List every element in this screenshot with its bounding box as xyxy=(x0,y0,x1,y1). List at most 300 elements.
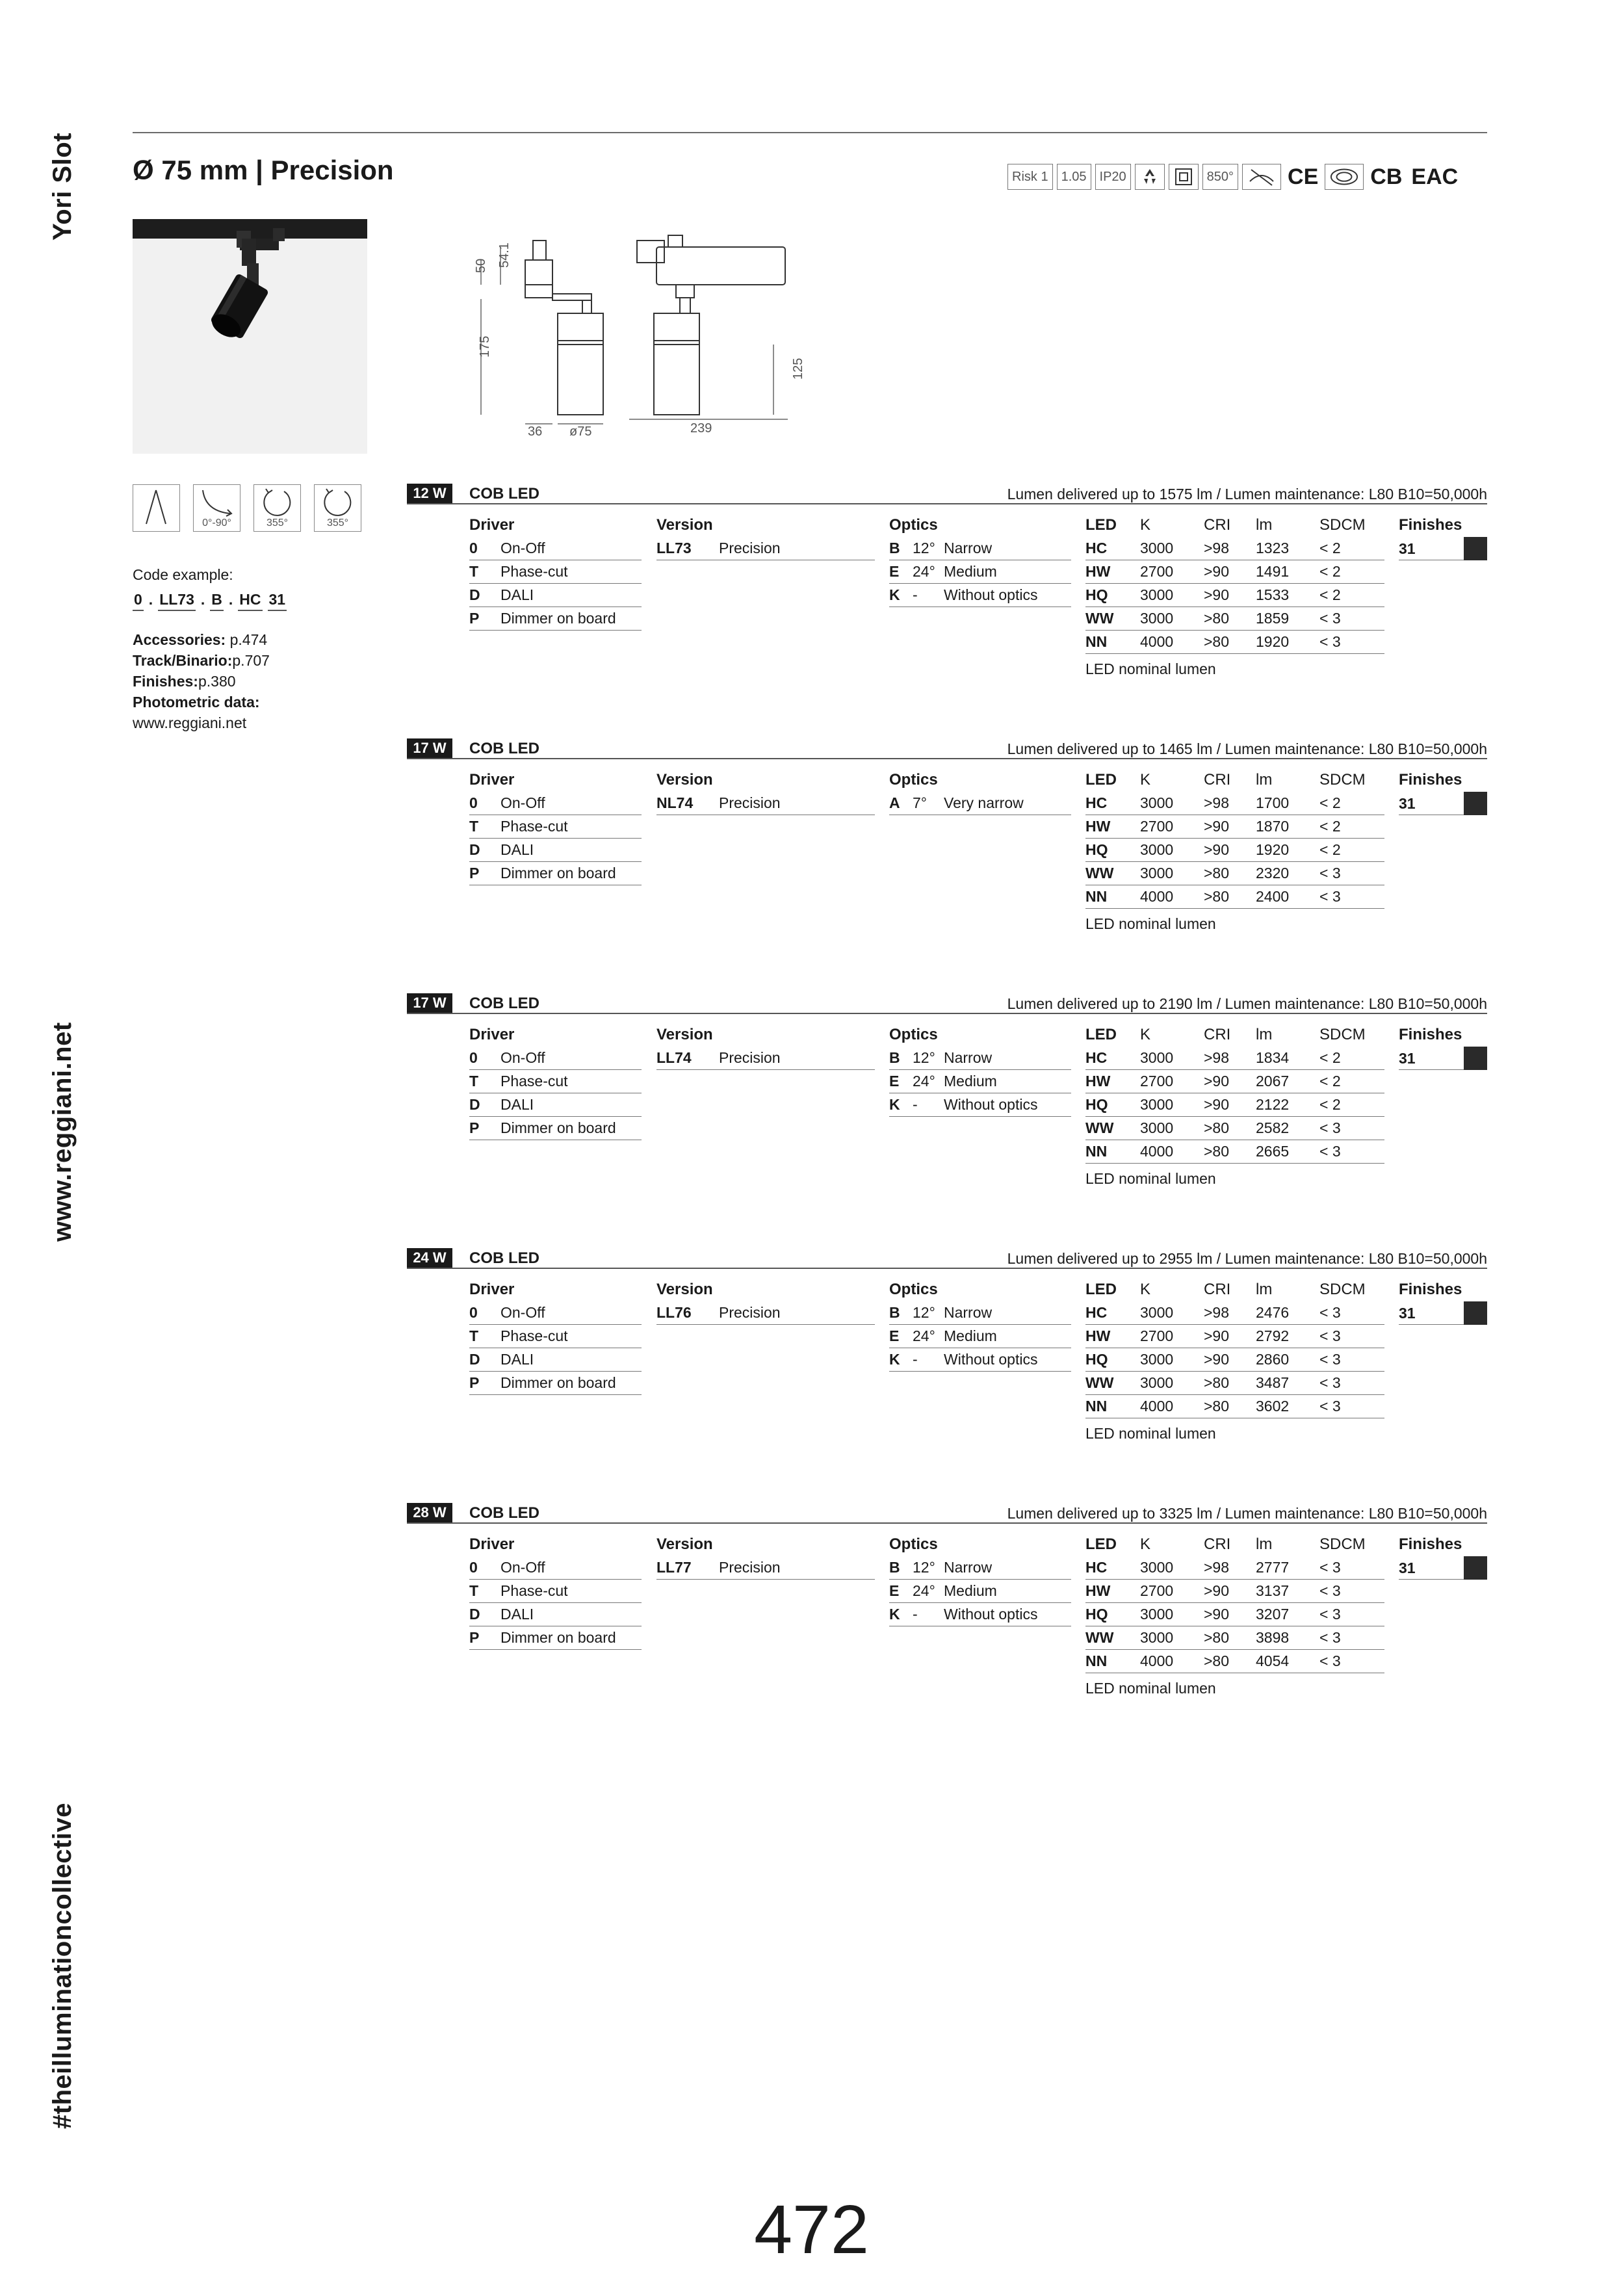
led-code: NN xyxy=(1085,1652,1108,1669)
optics-label: Medium xyxy=(944,1073,997,1089)
led-row xyxy=(1085,1301,1384,1325)
code-segment: HC xyxy=(238,589,262,611)
finishes-column xyxy=(1399,514,1487,560)
led-sdcm: < 3 xyxy=(1319,1374,1341,1391)
led-cri: >98 xyxy=(1204,1049,1230,1066)
top-divider xyxy=(133,132,1487,133)
led-cri: >98 xyxy=(1204,1304,1230,1321)
class-ii-icon xyxy=(1169,164,1199,190)
driver-code: 0 xyxy=(469,794,478,811)
nominal-note: LED nominal lumen xyxy=(1085,1680,1216,1697)
version-row xyxy=(656,537,875,560)
optics-code: E xyxy=(889,1327,900,1344)
optics-row xyxy=(889,584,1071,607)
led-cri: >90 xyxy=(1204,1073,1230,1089)
led-k: 4000 xyxy=(1140,888,1174,905)
led-cri: >80 xyxy=(1204,1629,1230,1646)
nominal-note: LED nominal lumen xyxy=(1085,1170,1216,1187)
rotation-icon xyxy=(253,484,301,532)
driver-row xyxy=(469,1603,642,1626)
led-sdcm: < 2 xyxy=(1319,818,1341,835)
optics-code: B xyxy=(889,1049,900,1066)
finish-code: 31 xyxy=(1399,794,1416,812)
optics-code: B xyxy=(889,1304,900,1321)
led-sdcm: < 3 xyxy=(1319,1119,1341,1136)
driver-label: Phase-cut xyxy=(500,1327,568,1344)
k-title: K xyxy=(1140,516,1151,534)
lumen-info: Lumen delivered up to 3325 lm / Lumen maintenance: L80 B10=50,000h xyxy=(1007,1505,1487,1522)
optics-row xyxy=(889,1301,1071,1325)
led-lm: 2067 xyxy=(1256,1073,1290,1089)
led-k: 3000 xyxy=(1140,1351,1174,1368)
version-code: LL74 xyxy=(656,1049,692,1066)
driver-code: D xyxy=(469,586,480,603)
led-lm: 3487 xyxy=(1256,1374,1290,1391)
driver-label: DALI xyxy=(500,1606,534,1623)
optics-row xyxy=(889,792,1071,815)
optics-row xyxy=(889,1603,1071,1626)
sdcm-title: SDCM xyxy=(1319,516,1366,534)
driver-row xyxy=(469,1047,642,1070)
led-k: 3000 xyxy=(1140,586,1174,603)
led-row xyxy=(1085,1650,1384,1673)
ce-mark: CE xyxy=(1288,164,1319,189)
dim-label: 50 xyxy=(474,258,488,273)
version-title: Version xyxy=(656,1535,713,1553)
led-code: WW xyxy=(1085,1119,1114,1136)
optics-code: B xyxy=(889,1559,900,1576)
nominal-note: LED nominal lumen xyxy=(1085,660,1216,677)
led-row xyxy=(1085,1556,1384,1580)
lumen-info: Lumen delivered up to 1575 lm / Lumen maintenance: L80 B10=50,000h xyxy=(1007,486,1487,502)
finish-swatch xyxy=(1464,1301,1487,1325)
code-segment: 0 xyxy=(133,589,144,611)
led-lm: 2320 xyxy=(1256,865,1290,881)
driver-label: Dimmer on board xyxy=(500,610,616,627)
version-title: Version xyxy=(656,1281,713,1298)
led-column xyxy=(1085,1023,1384,1190)
led-k: 3000 xyxy=(1140,1304,1174,1321)
dim-label: 54.1 xyxy=(497,242,512,268)
spec-section xyxy=(407,482,1487,703)
driver-label: DALI xyxy=(500,1351,534,1368)
led-sdcm: < 3 xyxy=(1319,865,1341,881)
optics-code: K xyxy=(889,586,900,603)
sdcm-title: SDCM xyxy=(1319,1535,1366,1553)
led-lm: 1700 xyxy=(1256,794,1290,811)
led-k: 4000 xyxy=(1140,1652,1174,1669)
lm-title: lm xyxy=(1256,1535,1273,1553)
optics-code: K xyxy=(889,1351,900,1368)
optics-code: K xyxy=(889,1096,900,1113)
dim-label: 239 xyxy=(690,421,712,436)
led-type: COB LED xyxy=(469,995,539,1012)
led-row xyxy=(1085,1140,1384,1164)
led-lm: 2122 xyxy=(1256,1096,1290,1113)
finish-row xyxy=(1399,1556,1487,1580)
version-column xyxy=(656,768,875,815)
led-k: 3000 xyxy=(1140,1049,1174,1066)
lm-title: lm xyxy=(1256,516,1273,534)
finishes-title: Finishes xyxy=(1399,1026,1462,1043)
led-code: HQ xyxy=(1085,1351,1108,1368)
rotation-icon xyxy=(314,484,361,532)
code-segment: 31 xyxy=(268,589,287,611)
spec-section xyxy=(407,992,1487,1213)
led-k: 2700 xyxy=(1140,1327,1174,1344)
driver-title: Driver xyxy=(469,1535,515,1553)
finishes-column xyxy=(1399,768,1487,815)
driver-column xyxy=(469,1278,642,1395)
page-title: Ø 75 mm | Precision xyxy=(133,155,394,185)
led-lm: 3207 xyxy=(1256,1606,1290,1623)
version-column xyxy=(656,1023,875,1070)
led-cri: >90 xyxy=(1204,1582,1230,1599)
led-lm: 1323 xyxy=(1256,540,1290,556)
driver-row xyxy=(469,1372,642,1395)
led-lm: 3602 xyxy=(1256,1398,1290,1415)
driver-row xyxy=(469,1348,642,1372)
led-lm: 1834 xyxy=(1256,1049,1290,1066)
led-row xyxy=(1085,885,1384,909)
led-row xyxy=(1085,839,1384,862)
led-sdcm: < 2 xyxy=(1319,841,1341,858)
technical-drawing xyxy=(455,221,819,436)
led-cri: >90 xyxy=(1204,1351,1230,1368)
led-k: 3000 xyxy=(1140,865,1174,881)
driver-row xyxy=(469,1626,642,1650)
version-row xyxy=(656,1301,875,1325)
temperature-badge: 850° xyxy=(1202,164,1238,190)
optics-label: Narrow xyxy=(944,1559,993,1576)
version-title: Version xyxy=(656,516,713,534)
led-row xyxy=(1085,1626,1384,1650)
finish-swatch xyxy=(1464,1556,1487,1580)
led-code: WW xyxy=(1085,1629,1114,1646)
finish-code: 31 xyxy=(1399,1559,1416,1576)
led-k: 4000 xyxy=(1140,1143,1174,1160)
led-code: HC xyxy=(1085,1049,1108,1066)
lumen-info: Lumen delivered up to 2190 lm / Lumen maintenance: L80 B10=50,000h xyxy=(1007,995,1487,1012)
led-row xyxy=(1085,1070,1384,1093)
optics-label: Without optics xyxy=(944,1606,1038,1623)
driver-row xyxy=(469,1325,642,1348)
finish-code: 31 xyxy=(1399,1304,1416,1322)
led-k: 3000 xyxy=(1140,1606,1174,1623)
led-header xyxy=(1085,1533,1384,1556)
led-lm: 3898 xyxy=(1256,1629,1290,1646)
led-cri: >80 xyxy=(1204,633,1230,650)
dim-label: ø75 xyxy=(569,424,592,436)
beam-icon xyxy=(133,484,180,532)
nominal-note: LED nominal lumen xyxy=(1085,915,1216,932)
led-row xyxy=(1085,1348,1384,1372)
led-cri: >90 xyxy=(1204,1096,1230,1113)
optics-row xyxy=(889,1047,1071,1070)
led-title: LED xyxy=(1085,1535,1117,1553)
led-sdcm: < 3 xyxy=(1319,1652,1341,1669)
optics-angle: 12° xyxy=(913,540,935,556)
driver-row xyxy=(469,792,642,815)
led-k: 2700 xyxy=(1140,563,1174,580)
led-title: LED xyxy=(1085,1281,1117,1298)
version-label: Precision xyxy=(719,1304,781,1321)
led-sdcm: < 3 xyxy=(1319,1143,1341,1160)
led-k: 3000 xyxy=(1140,610,1174,627)
driver-title: Driver xyxy=(469,516,515,534)
version-label: Precision xyxy=(719,540,781,556)
led-row xyxy=(1085,560,1384,584)
finish-swatch xyxy=(1464,537,1487,560)
cri-title: CRI xyxy=(1204,1535,1231,1553)
driver-row xyxy=(469,537,642,560)
led-lm: 4054 xyxy=(1256,1652,1290,1669)
no-cover-icon xyxy=(1242,164,1281,190)
optics-title: Optics xyxy=(889,1535,938,1553)
finish-row xyxy=(1399,537,1487,560)
led-lm: 2860 xyxy=(1256,1351,1290,1368)
led-cri: >98 xyxy=(1204,540,1230,556)
lm-title: lm xyxy=(1256,1281,1273,1298)
led-cri: >90 xyxy=(1204,586,1230,603)
driver-row xyxy=(469,1580,642,1603)
optics-angle: - xyxy=(913,1606,918,1623)
optics-row xyxy=(889,1580,1071,1603)
finishes-ref: Finishes:p.380 xyxy=(133,673,236,690)
optics-code: B xyxy=(889,540,900,556)
led-code: NN xyxy=(1085,1398,1108,1415)
dim-label: 36 xyxy=(528,424,543,436)
led-row xyxy=(1085,815,1384,839)
led-title: LED xyxy=(1085,1026,1117,1043)
led-lm: 3137 xyxy=(1256,1582,1290,1599)
driver-code: P xyxy=(469,865,480,881)
optics-angle: - xyxy=(913,586,918,603)
spec-section xyxy=(407,1502,1487,1723)
page-number: 472 xyxy=(754,2191,869,2268)
optics-label: Without optics xyxy=(944,1351,1038,1368)
led-k: 3000 xyxy=(1140,1374,1174,1391)
rating-badge: 1.05 xyxy=(1057,164,1091,190)
led-code: HC xyxy=(1085,1304,1108,1321)
driver-row xyxy=(469,607,642,631)
driver-row xyxy=(469,584,642,607)
led-type: COB LED xyxy=(469,740,539,757)
photometric-ref: Photometric data: xyxy=(133,694,260,711)
led-cri: >90 xyxy=(1204,841,1230,858)
optics-label: Medium xyxy=(944,563,997,580)
driver-row xyxy=(469,862,642,885)
led-type: COB LED xyxy=(469,1249,539,1267)
led-column xyxy=(1085,514,1384,680)
led-code: HW xyxy=(1085,563,1111,580)
led-code: NN xyxy=(1085,633,1108,650)
led-sdcm: < 3 xyxy=(1319,1351,1341,1368)
version-row xyxy=(656,792,875,815)
led-row xyxy=(1085,607,1384,631)
optics-angle: - xyxy=(913,1351,918,1368)
led-row xyxy=(1085,1580,1384,1603)
optics-title: Optics xyxy=(889,516,938,534)
cb-mark: CB xyxy=(1370,164,1403,189)
driver-row xyxy=(469,1117,642,1140)
dim-label: 175 xyxy=(478,335,492,358)
driver-column xyxy=(469,1023,642,1140)
led-column xyxy=(1085,1533,1384,1699)
led-row xyxy=(1085,631,1384,654)
lumen-info: Lumen delivered up to 1465 lm / Lumen maintenance: L80 B10=50,000h xyxy=(1007,740,1487,757)
driver-code: D xyxy=(469,1606,480,1623)
led-k: 2700 xyxy=(1140,1582,1174,1599)
rotation-label: 355° xyxy=(266,517,289,528)
optics-row xyxy=(889,1325,1071,1348)
k-title: K xyxy=(1140,771,1151,789)
finishes-title: Finishes xyxy=(1399,771,1462,789)
led-row xyxy=(1085,1395,1384,1418)
driver-label: Phase-cut xyxy=(500,1073,568,1089)
side-product-name: Yori Slot xyxy=(48,133,77,241)
enec-icon xyxy=(1325,164,1364,190)
led-cri: >80 xyxy=(1204,1398,1230,1415)
finish-row xyxy=(1399,1301,1487,1325)
led-cri: >90 xyxy=(1204,818,1230,835)
led-row xyxy=(1085,1372,1384,1395)
led-lm: 2400 xyxy=(1256,888,1290,905)
driver-label: Phase-cut xyxy=(500,818,568,835)
optics-angle: 12° xyxy=(913,1304,935,1321)
led-lm: 2582 xyxy=(1256,1119,1290,1136)
driver-title: Driver xyxy=(469,1026,515,1043)
optics-angle: - xyxy=(913,1096,918,1113)
driver-code: T xyxy=(469,563,479,580)
driver-code: T xyxy=(469,818,479,835)
led-cri: >80 xyxy=(1204,1374,1230,1391)
led-row xyxy=(1085,1603,1384,1626)
cri-title: CRI xyxy=(1204,1026,1231,1043)
optics-label: Medium xyxy=(944,1327,997,1344)
ip-badge: IP20 xyxy=(1095,164,1131,190)
sdcm-title: SDCM xyxy=(1319,1281,1366,1298)
version-row xyxy=(656,1047,875,1070)
wattage-badge: 12 W xyxy=(407,484,452,503)
led-lm: 2476 xyxy=(1256,1304,1290,1321)
optics-title: Optics xyxy=(889,1281,938,1298)
led-code: HQ xyxy=(1085,841,1108,858)
section-header xyxy=(407,992,1487,1014)
led-k: 3000 xyxy=(1140,1629,1174,1646)
accessories-ref: Accessories: p.474 xyxy=(133,631,268,648)
cri-title: CRI xyxy=(1204,771,1231,789)
optics-row xyxy=(889,560,1071,584)
led-sdcm: < 3 xyxy=(1319,1606,1341,1623)
led-sdcm: < 3 xyxy=(1319,1629,1341,1646)
led-lm: 2665 xyxy=(1256,1143,1290,1160)
optics-row xyxy=(889,1070,1071,1093)
led-sdcm: < 2 xyxy=(1319,794,1341,811)
driver-code: 0 xyxy=(469,1304,478,1321)
led-code: HW xyxy=(1085,1073,1111,1089)
led-row xyxy=(1085,792,1384,815)
led-code: HW xyxy=(1085,818,1111,835)
led-sdcm: < 2 xyxy=(1319,540,1341,556)
section-header xyxy=(407,737,1487,759)
led-header xyxy=(1085,514,1384,537)
led-cri: >80 xyxy=(1204,1143,1230,1160)
led-type: COB LED xyxy=(469,1504,539,1522)
optics-code: K xyxy=(889,1606,900,1623)
wattage-badge: 17 W xyxy=(407,738,452,758)
optics-angle: 12° xyxy=(913,1559,935,1576)
led-cri: >80 xyxy=(1204,865,1230,881)
driver-title: Driver xyxy=(469,1281,515,1298)
led-code: HC xyxy=(1085,794,1108,811)
optics-row xyxy=(889,537,1071,560)
led-cri: >80 xyxy=(1204,610,1230,627)
spec-section xyxy=(407,1247,1487,1468)
version-code: LL73 xyxy=(656,540,692,556)
side-hashtag: #theilluminationcollective xyxy=(48,1802,77,2129)
optics-angle: 24° xyxy=(913,563,935,580)
finish-swatch xyxy=(1464,1047,1487,1070)
led-code: HC xyxy=(1085,1559,1108,1576)
finish-swatch xyxy=(1464,792,1487,815)
led-cri: >98 xyxy=(1204,794,1230,811)
led-sdcm: < 3 xyxy=(1319,610,1341,627)
optics-title: Optics xyxy=(889,1026,938,1043)
k-title: K xyxy=(1140,1281,1151,1298)
led-row xyxy=(1085,1325,1384,1348)
version-column xyxy=(656,1278,875,1325)
finishes-column xyxy=(1399,1023,1487,1070)
driver-label: DALI xyxy=(500,841,534,858)
led-title: LED xyxy=(1085,516,1117,534)
photometric-link[interactable]: www.reggiani.net xyxy=(133,714,247,731)
led-k: 3000 xyxy=(1140,841,1174,858)
optics-code: E xyxy=(889,1582,900,1599)
led-cri: >98 xyxy=(1204,1559,1230,1576)
led-header xyxy=(1085,1023,1384,1047)
driver-label: On-Off xyxy=(500,1049,545,1066)
section-header xyxy=(407,482,1487,504)
finishes-title: Finishes xyxy=(1399,1281,1462,1298)
lumen-info: Lumen delivered up to 2955 lm / Lumen maintenance: L80 B10=50,000h xyxy=(1007,1250,1487,1267)
driver-code: T xyxy=(469,1073,479,1089)
version-label: Precision xyxy=(719,1559,781,1576)
optics-row xyxy=(889,1556,1071,1580)
section-header xyxy=(407,1247,1487,1269)
risk-badge: Risk 1 xyxy=(1007,164,1053,190)
led-code: WW xyxy=(1085,610,1114,627)
led-header xyxy=(1085,1278,1384,1301)
optics-row xyxy=(889,1348,1071,1372)
track-ref: Track/Binario:p.707 xyxy=(133,652,270,669)
driver-code: T xyxy=(469,1582,479,1599)
cri-title: CRI xyxy=(1204,1281,1231,1298)
driver-label: On-Off xyxy=(500,1559,545,1576)
version-column xyxy=(656,514,875,560)
code-segment: LL73 xyxy=(158,589,196,611)
led-sdcm: < 3 xyxy=(1319,633,1341,650)
driver-label: Dimmer on board xyxy=(500,1119,616,1136)
led-sdcm: < 3 xyxy=(1319,888,1341,905)
driver-row xyxy=(469,560,642,584)
led-sdcm: < 2 xyxy=(1319,1073,1341,1089)
led-sdcm: < 2 xyxy=(1319,586,1341,603)
version-title: Version xyxy=(656,771,713,789)
driver-column xyxy=(469,514,642,631)
led-cri: >80 xyxy=(1204,1652,1230,1669)
led-row xyxy=(1085,1117,1384,1140)
